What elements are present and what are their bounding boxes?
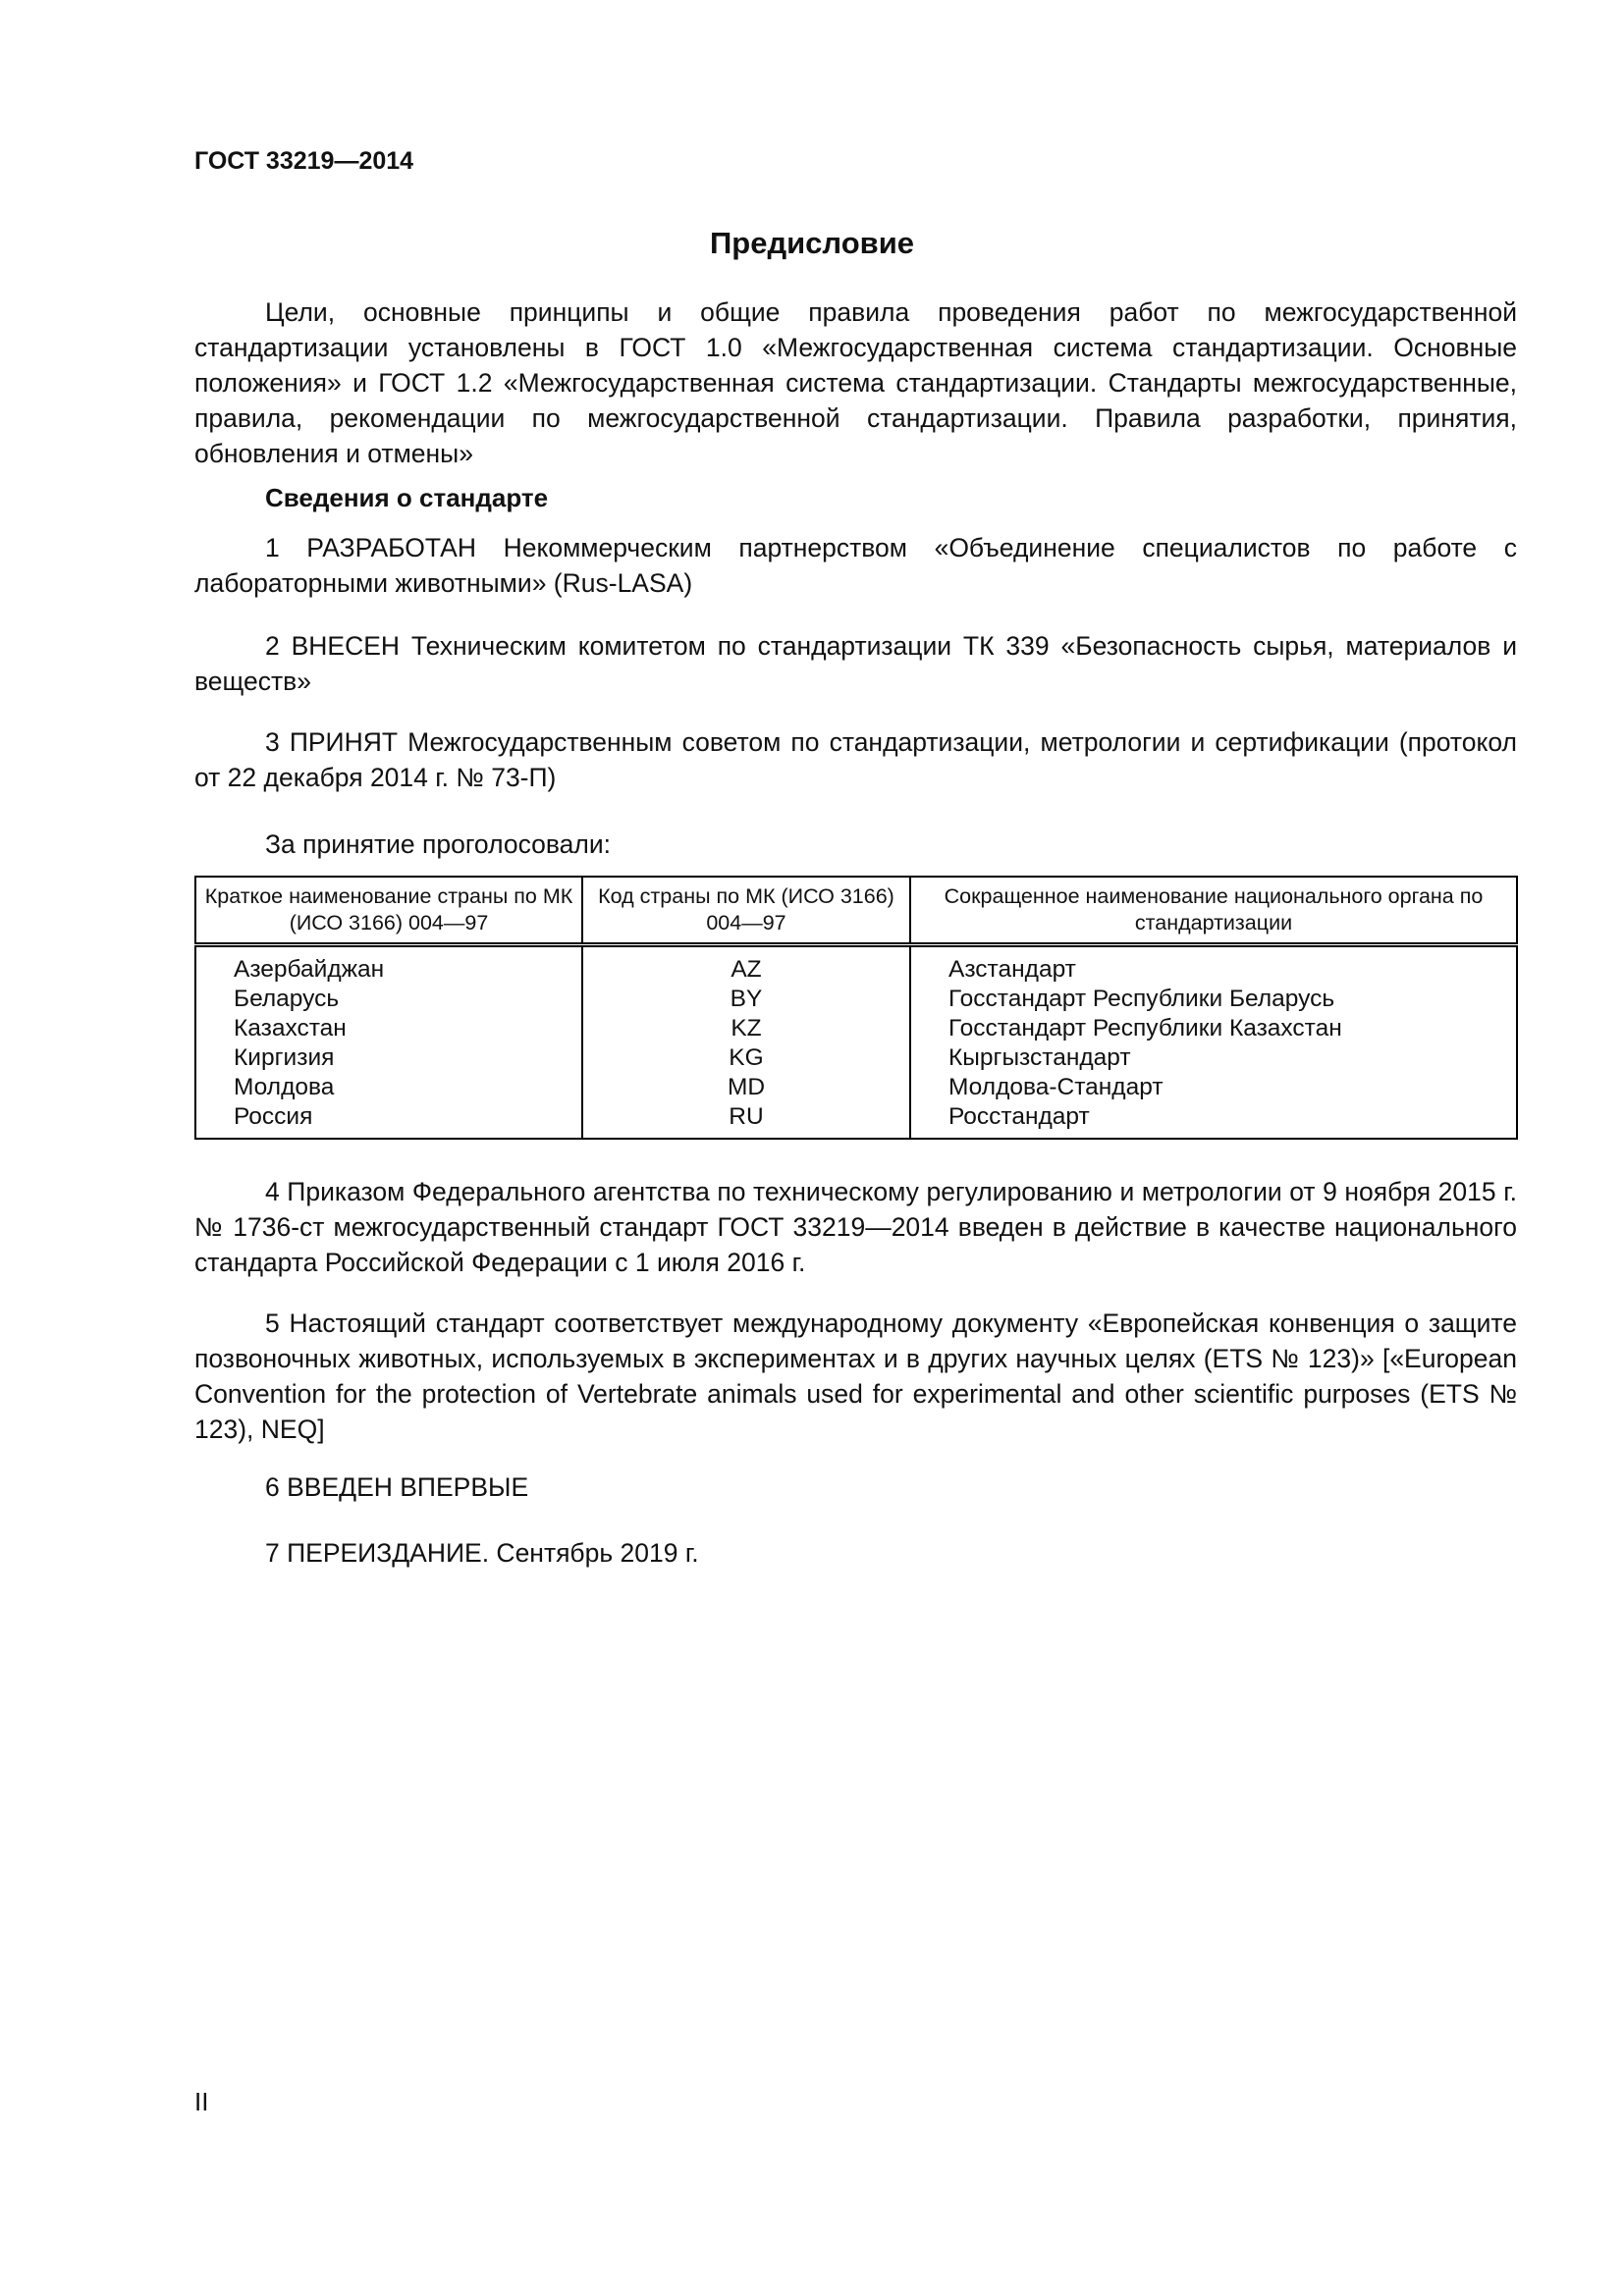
table-row <box>195 945 1517 986</box>
item-7-paragraph: 7 ПЕРЕИЗДАНИЕ. Сентябрь 2019 г. <box>265 1538 699 1568</box>
item-5-paragraph: 5 Настоящий стандарт соответствует международному документу «Европейская конвенция о защите позвоночных животных, используемых в экспериментах и в других научных целях (ETS № 123)» [«European Convention for the protection of Vertebrate animals used for experimental and other scientific purposes (ETS № 123), NEQ] <box>194 1308 1517 1444</box>
table-row <box>195 1014 1517 1043</box>
item-4-block <box>194 1174 1517 1280</box>
item-6-block <box>194 1469 1517 1505</box>
item-2-block <box>194 628 1517 699</box>
header-standards-body: Сокращенное наименование национального органа по стандартизации <box>910 877 1517 945</box>
document-code-header: ГОСТ 33219—2014 <box>194 147 414 175</box>
voted-block <box>194 827 1517 862</box>
intro-paragraph: Цели, основные принципы и общие правила проведения работ по межгосударственной стандартизации установлены в ГОСТ 1.0 «Межгосударственная система стандартизации. Основные положения» и ГОСТ 1.2 «Межгосударственная система стандартизации. Стандарты межгосударственные, правила, рекомендации по межгосударственной стандартизации. Правила разработки, принятия, обновления и отмены» <box>194 297 1517 468</box>
item-1-paragraph: 1 РАЗРАБОТАН Некоммерческим партнерством «Объединение специалистов по работе с лабораторными животными» (Rus-LASA) <box>194 533 1517 598</box>
item-6-paragraph: 6 ВВЕДЕН ВПЕРВЫЕ <box>265 1472 529 1502</box>
table-row <box>195 1043 1517 1073</box>
voting-table-container <box>194 876 1518 1140</box>
country-cell: Россия <box>195 1102 582 1139</box>
standards-body-cell: Кыргызстандарт <box>948 1044 1131 1071</box>
section-heading: Сведения о стандарте <box>265 483 549 512</box>
standards-body-cell: Азстандарт <box>948 956 1076 983</box>
item-5-block <box>194 1306 1517 1447</box>
table-row <box>195 1073 1517 1102</box>
country-cell: Беларусь <box>195 985 582 1014</box>
item-3-paragraph: 3 ПРИНЯТ Межгосударственным советом по стандартизации, метрологии и сертификации (протокол от 22 декабря 2014 г. № 73-П) <box>194 727 1517 792</box>
country-cell: Азербайджан <box>195 945 582 986</box>
code-cell: MD <box>582 1073 910 1102</box>
table-header-row <box>195 877 1517 945</box>
header-code: Код страны по МК (ИСО 3166) 004—97 <box>582 877 910 945</box>
code-cell: AZ <box>582 945 910 986</box>
item-4-paragraph: 4 Приказом Федерального агентства по техническому регулированию и метрологии от 9 ноября 2015 г. № 1736-ст межгосударственный стандарт ГОСТ 33219—2014 введен в действие в качестве национального стандарта Российской Федерации с 1 июля 2016 г. <box>194 1177 1517 1277</box>
table-row <box>195 985 1517 1014</box>
code-cell: RU <box>582 1102 910 1139</box>
country-cell: Киргизия <box>195 1043 582 1073</box>
intro-block <box>194 294 1517 471</box>
country-cell: Казахстан <box>195 1014 582 1043</box>
standards-body-cell: Госстандарт Республики Беларусь <box>948 986 1335 1012</box>
code-cell: BY <box>582 985 910 1014</box>
code-cell: KG <box>582 1043 910 1073</box>
table-row <box>195 1102 1517 1139</box>
country-cell: Молдова <box>195 1073 582 1102</box>
item-3-block <box>194 724 1517 795</box>
item-2-paragraph: 2 ВНЕСЕН Техническим комитетом по стандартизации ТК 339 «Безопасность сырья, материалов и веществ» <box>194 631 1517 696</box>
page-title: Предисловие <box>709 226 914 260</box>
standards-body-cell: Молдова-Стандарт <box>948 1074 1164 1100</box>
standards-body-cell: Росстандарт <box>948 1103 1090 1130</box>
standards-body-cell: Госстандарт Республики Казахстан <box>948 1015 1342 1041</box>
item-1-block <box>194 530 1517 601</box>
item-7-block <box>194 1535 1517 1571</box>
voting-table <box>194 876 1518 1140</box>
code-cell: KZ <box>582 1014 910 1043</box>
voted-label: За принятие проголосовали: <box>265 829 612 859</box>
header-country: Краткое наименование страны по МК (ИСО 3166) 004—97 <box>195 877 582 945</box>
page-number: II <box>194 2087 209 2116</box>
